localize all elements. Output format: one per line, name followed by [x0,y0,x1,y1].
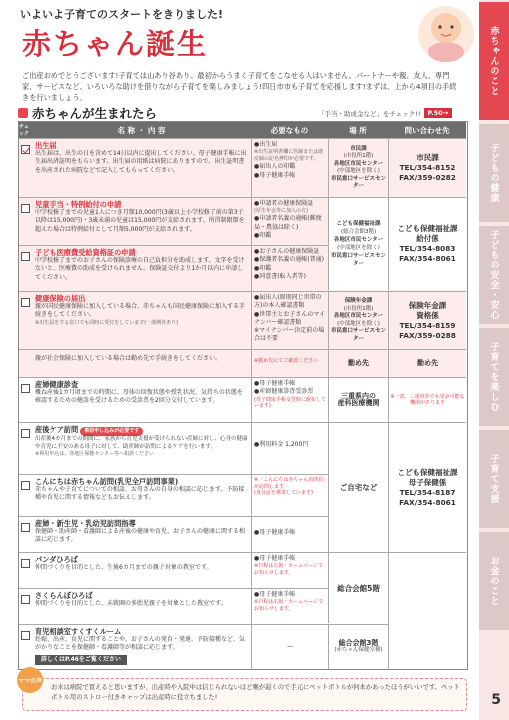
place-sub: (中部地区を除く) [337,168,380,174]
place-sub: (市役所1階) [343,305,374,312]
place-sub: (赤ちゃん保健室横) [334,647,383,653]
ref-text: 「手当・助成金など」をチェック!! [318,109,421,118]
checkbox[interactable] [21,481,30,490]
baby-illustration [412,4,480,66]
checkbox[interactable] [21,631,30,640]
row-body: 出生届は、出生の日を含めて14日以内に提出してください。母子健康手帳に出生届出済証明をもらいます。出生届の用紙は病院にありますので、出生証明書を出産された病院などで記入してもらってください。 [35,150,247,174]
row-title: こんにちは赤ちゃん訪問(乳児全戸訪問事業) [35,477,179,486]
procedure-table [18,121,468,670]
checkbox[interactable] [21,595,30,604]
needs-item: ●母子健康手帳 [254,171,296,179]
row-body: 赤ちゃんや子育てについての相談、お母さんの自身の相談に応じます。予防接種や育児に関する情報などもお伝えします。 [35,486,245,502]
place-cell [328,553,388,623]
side-tab-health[interactable]: 子どもの健康 [479,124,509,222]
needs-item: ●利用料金 1,200円 [254,441,309,448]
intro-text: ご出産おめでとうございます!子育ては山あり谷あり。最初からうまく子育てをこなせる人はいません。パートナーや親、友人、専門家、サービスなど、いろいろな助けを借りながら子育てを楽しみましょう!四日市市も子育てを応援します!まずは、上から4項目の手続きを行いましょう。 [22,71,457,102]
place-sub: (市役所1階) [343,153,374,159]
contact-tel: TEL/354-8083 [399,244,456,253]
needs-note: (厚生年金等に加入の方) [254,208,308,215]
contact-tel: TEL/354-8152 [399,163,456,172]
contact-fax: FAX/359-0288 [399,330,456,340]
header-contact: 問い合わせ先 [388,122,466,138]
row-title: パンダひろば [35,555,78,564]
header-place: 場 所 [328,122,388,138]
mama-voice-icon: ママの声 [17,667,43,693]
side-tab-money[interactable]: お金のこと [479,532,509,630]
needs-item: ●世帯主とお子さんのマイナンバー確認書類 [254,310,326,326]
contact-tel: TEL/354-8159 [399,320,456,330]
see-page-46-link[interactable]: 詳しくはP.46をご覧ください [35,655,127,665]
checkbox[interactable] [21,384,30,393]
header-name: 名 称 ・ 内 容 [32,122,251,138]
needs-note: ※出生証明書欄に医師または助産師の記名押印が必要です。 [254,149,324,163]
contact-name: こども保健福祉課 [397,467,458,477]
row-title: さくらんぼひろば [35,591,93,600]
place-sub: (中部地区を除く) [337,320,380,327]
contact-cell [388,423,466,552]
section-heading [18,104,157,122]
row-note: ※利用申込は、各地区保健センター等へ相談ください [35,451,154,457]
row-title: 育児相談室すくすくルーム [35,627,122,636]
contact-tel: TEL/354-8187 [399,487,456,497]
table-row [19,377,466,422]
needs-item: ●お子さんの健康保険証 [254,248,320,255]
table-row [19,291,466,349]
row-body: 仲間づくりを目的とした、未就園の多胎児親子を対象とした教室です。 [35,600,227,607]
row-body: 仲間づくりを目的とした、生後6カ月までの親子対象の教室です。 [35,564,213,571]
needs-item: ●母子健康手帳 [254,529,296,536]
row-title: 子ども医療費受給資格証の申請 [35,248,136,257]
checkbox[interactable] [21,523,30,532]
row-note: ※出生届をする窓口でも同時に受付をしています(一部例外あり) [35,319,179,326]
needs-item: — [287,642,293,650]
row-title: 産婦健康診査 [35,380,79,389]
checkbox[interactable] [21,204,30,213]
header-check: チェック [19,122,32,138]
needs-item: ●母子健康手帳 [254,555,296,562]
place-name: 産科医療機関 [337,399,380,407]
row-body: 親が国民健康保険に加入している場合、赤ちゃんも国民健康保険に加入する手続きをしてください。 [35,303,246,319]
table-row [19,349,466,377]
needs-note: (身分証を携帯しています) [254,490,313,496]
needs-item: ※マイナンバー決定前の場合は不要 [254,327,325,343]
needs-item: ●保護者名義の通帳(普通) [254,256,324,264]
place-sub: (総合会館3階) [340,229,377,235]
contact-name: こども保健福祉課 [397,224,458,233]
needs-item: ●母子健康手帳 [254,380,296,387]
side-tab-support[interactable]: 子育て支援 [479,430,509,528]
contact-fax: FAX/354-8061 [399,497,456,507]
place-name: 市民窓口サービスセンター [330,175,386,189]
prebooking-badge: 事前申し込みが必要です [80,427,143,436]
row-title: 健康保険の届出 [35,294,86,303]
needs-item: ●届出人の印鑑 [254,163,296,171]
place-name: 市民課 [350,145,367,152]
place-name: 総合会館5階 [337,583,380,593]
row-body: 妊娠、出産、育児に関することや、お子さんの発育・発達、予防接種など、気がかりなことを保健師・看護師等が相談に応じます。 [35,636,245,652]
row-title: 産婦・新生児・乳幼児訪問指導 [35,519,136,528]
side-tab-safety[interactable]: 子どもの安全・安心 [479,226,509,324]
needs-item: ●申請者名義の通帳(郵便局・農協は除く) [254,215,322,231]
row-body: 親が社会保険に加入している場合は勤め先で手続きをしてください。 [35,355,222,362]
contact-fax: FAX/359-0282 [399,173,456,182]
page-number: 5 [491,692,501,708]
place-name: 各地区市民センター [333,160,384,167]
row-body: 概ね産後1カ月頃までの時期に、母体の回復状態や授乳状況、気持ちの状態を確認するための健診を受けるための受診票を2回分交付しています。 [35,389,243,405]
needs-note: (母子健康手帳交付時に配布しています) [254,396,326,410]
needs-item: ●母子健康手帳 [254,591,296,598]
place-name: 総合会館3階 [338,638,379,647]
place-name: 保険年金課 [344,298,373,304]
checkbox[interactable] [21,298,30,307]
place-name: ご自宅など [339,483,378,492]
side-tab-baby[interactable]: 赤ちゃんのこと [479,2,509,120]
contact-name: 勤め先 [417,359,438,368]
needs-item: ●印鑑 [254,231,272,239]
checkbox[interactable] [21,252,30,261]
row-body: 中学校修了までの児童1人につき月額10,000円(3歳以上小学校修了前の第3子以降は15,000円)・3歳未満の児童は15,000円が支給されます。所得制限額を超えた場合は特例給付として月額5,000円が支給されます。 [35,209,245,233]
ref-page-link[interactable]: P.50→ [424,108,453,118]
place-cell [328,423,388,552]
page-tagline: いよいよ子育てのスタートをきりました! [20,8,224,21]
side-nav [479,0,509,720]
place-name: 市民窓口サービスセンター [330,253,386,267]
place-cell [328,198,388,290]
needs-note: ※日程は広報・ホームページでお知らせします。 [254,563,324,576]
header-needs: 必要なもの [251,122,328,138]
subsidy-reference [318,108,452,118]
place-sub: (中部地区を除く) [337,245,380,251]
place-name: 各地区市民センター [333,313,384,319]
needs-note: ※勤め先にてご確認ください [254,358,319,364]
contact-sub: 母子保健係 [408,477,447,487]
mama-voice-box [17,677,467,711]
row-title: 児童手当・特例給付の申請 [35,200,122,209]
contact-cell [388,198,466,290]
place-name: 勤め先 [348,358,369,367]
contact-name: 保険年金課 [408,300,447,310]
ribbon-icon [18,108,28,118]
checkbox[interactable] [21,559,30,568]
row-body: 中学校修了までのお子さんの保険診療の自己負担分を助成します。文字を受けないと、医療費の助成を受けられません。保険証交付より1か月以内に申請してください。 [35,257,245,281]
mama-voice-text: お水は病院で買えると思いますが、出産時や入院中は信じられないほど喉が渇くので手元にペットボトルが何本かあったほうがいいです。ペットボトル用のストロー付きキャップは出産時に役立ちました! [51,684,460,701]
contact-sub: 給付係 [416,234,439,243]
place-name: 各地区市民センター [333,237,384,243]
row-title: 出生届 [35,141,57,150]
contact-cell [388,553,466,669]
needs-note: ※日程は広報・ホームページでお知らせします。 [254,599,324,612]
side-tab-enjoy[interactable]: 子育てを楽しむ [479,328,509,426]
needs-item: ●印鑑 [254,264,272,272]
checkbox[interactable] [21,145,30,154]
section-title: 赤ちゃんが生まれたら [32,106,158,121]
needs-item: ●出生届 [254,141,278,148]
contact-fax: FAX/354-8061 [399,254,456,263]
contact-sub: 資格係 [416,310,439,320]
row-title: 産後ケア訪問 [35,425,79,434]
table-row [19,138,466,197]
checkbox[interactable] [21,429,30,438]
needs-item: ●同意書(転入者等) [254,272,306,280]
contact-name: 市民課 [416,153,439,162]
needs-item: ●産婦健康診査受診票 [254,388,314,396]
place-name: 市民窓口サービスセンター [330,328,386,342]
place-name: 三重県内の [341,391,376,400]
place-name: こども保健福祉課 [336,221,381,227]
contact-note: ※一部、三重県外でも受診可能な機関があります [390,393,465,406]
needs-item: ●申請者の健康保険証 [254,200,314,207]
row-body: 保健師・助産師・看護師による産後の健康や育児、お子さんの健康に関する相談に応じます。 [35,528,246,544]
row-body: 出産後4カ月までの期間に、家族から育児支援が受けられない産婦に対し、心身の健康や育児に不安のある母子に対して、助産師が訪問によるケアを行います。 [35,436,248,450]
page-title: 赤ちゃん誕生 [22,27,209,61]
needs-note: ※「こんにちは赤ちゃん訪問員」が訪問します。 [254,477,326,490]
needs-item: ●届出人(原則同じ世帯の方)の本人確認書類 [254,294,322,310]
